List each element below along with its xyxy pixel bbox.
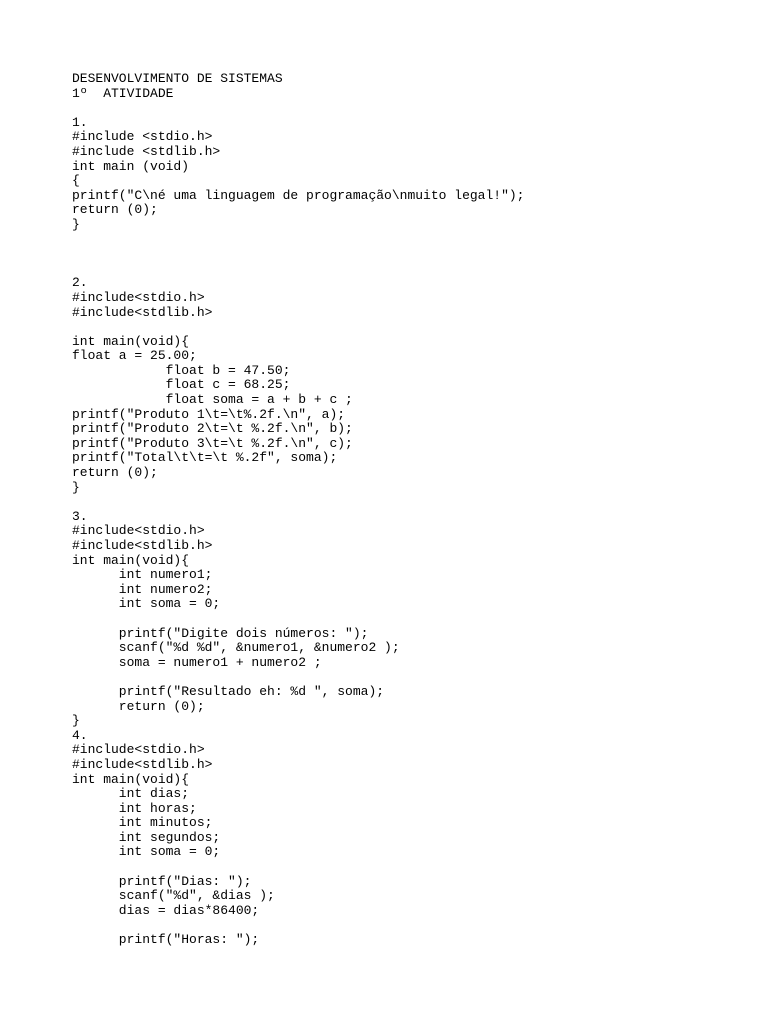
code-line: printf("Dias: "); — [72, 873, 252, 889]
exercise-1-number: 1. — [72, 114, 88, 130]
blank-line — [72, 320, 752, 335]
blank-line — [72, 495, 752, 510]
code-line: return (0); — [72, 202, 158, 218]
code-line: int main(void){ — [72, 552, 190, 568]
code-line: return (0); — [72, 698, 205, 714]
code-line: int main(void){ — [72, 771, 190, 787]
code-line: float soma = a + b + c ; — [72, 392, 353, 408]
blank-line — [72, 247, 752, 262]
code-line: soma = numero1 + numero2 ; — [72, 654, 322, 670]
code-line: printf("Produto 2\t=\t %.2f.\n", b); — [72, 421, 353, 437]
code-line: int minutos; — [72, 815, 213, 831]
code-line: #include<stdlib.h> — [72, 756, 213, 772]
exercise-4-number: 4. — [72, 727, 88, 743]
document-title: DESENVOLVIMENTO DE SISTEMAS — [72, 71, 283, 86]
code-line: int soma = 0; — [72, 844, 221, 860]
code-line: int main(void){ — [72, 333, 190, 349]
code-line: int segundos; — [72, 829, 221, 845]
blank-line — [72, 612, 752, 627]
code-line: } — [72, 216, 80, 232]
code-line: printf("Total\t\t=\t %.2f", soma); — [72, 450, 338, 466]
code-line: } — [72, 479, 80, 495]
code-line: #include<stdio.h> — [72, 523, 205, 539]
code-line: #include<stdlib.h> — [72, 538, 213, 553]
exercise-2-number: 2. — [72, 275, 88, 291]
code-line: #include <stdlib.h> — [72, 143, 221, 159]
code-line: int numero1; — [72, 567, 213, 583]
document-subtitle: 1º ATIVIDADE — [72, 85, 174, 101]
blank-line — [72, 233, 752, 248]
code-line: int main (void) — [72, 158, 190, 174]
code-line: #include<stdlib.h> — [72, 304, 213, 320]
code-line: float c = 68.25; — [72, 377, 291, 393]
code-line: dias = dias*86400; — [72, 902, 260, 918]
blank-line — [72, 860, 752, 875]
code-line: { — [72, 173, 80, 189]
code-line: int soma = 0; — [72, 596, 221, 612]
exercise-3-number: 3. — [72, 508, 88, 524]
code-line: printf("Horas: "); — [72, 932, 260, 948]
blank-line — [72, 670, 752, 685]
code-line: int dias; — [72, 786, 190, 802]
document-page — [72, 72, 752, 948]
code-line: float a = 25.00; — [72, 348, 197, 364]
code-line: return (0); — [72, 465, 158, 481]
code-line: int numero2; — [72, 581, 213, 597]
code-line: int horas; — [72, 800, 197, 816]
code-line: #include<stdio.h> — [72, 742, 205, 758]
code-line: printf("Resultado eh: %d ", soma); — [72, 683, 385, 699]
blank-line — [72, 262, 752, 277]
code-line: float b = 47.50; — [72, 362, 291, 378]
code-line: } — [72, 713, 80, 729]
code-line: printf("Digite dois números: "); — [72, 625, 369, 641]
code-line: printf("Produto 1\t=\t%.2f.\n", a); — [72, 406, 346, 422]
blank-line — [72, 918, 752, 933]
code-line: printf("Produto 3\t=\t %.2f.\n", c); — [72, 435, 353, 451]
code-line: scanf("%d", &dias ); — [72, 888, 275, 904]
code-line: scanf("%d %d", &numero1, &numero2 ); — [72, 640, 400, 656]
blank-line — [72, 101, 752, 116]
code-line: #include <stdio.h> — [72, 129, 213, 145]
code-line: printf("C\né uma linguagem de programação\nmuito legal!"); — [72, 187, 525, 203]
code-line: #include<stdio.h> — [72, 289, 205, 305]
